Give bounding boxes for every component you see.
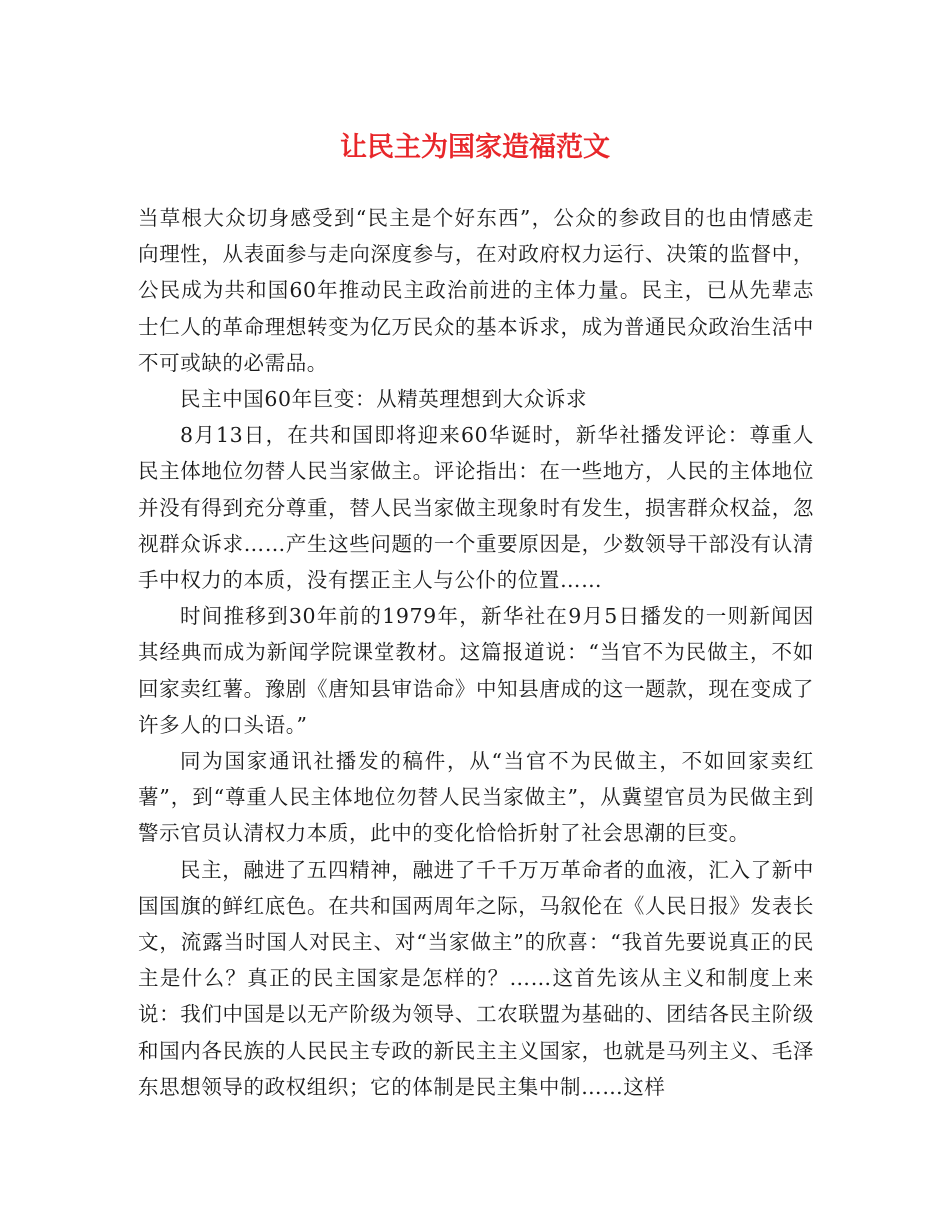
section-heading: 民主中国60年巨变：从精英理想到大众诉求 bbox=[180, 387, 588, 412]
document-title: 让民主为国家造福范文 bbox=[340, 132, 610, 163]
document-body bbox=[138, 200, 814, 1105]
paragraph: 当草根大众切身感受到“民主是个好东西”，公众的参政目的也由情感走向理性，从表面参与走向深度参与，在对政府权力运行、决策的监督中，公民成为共和国60年推动民主政治前进的主体力量。民主，已从先辈志士仁人的革命理想转变为亿万民众的基本诉求，成为普通民众政治生活中不可或缺的必需品。 bbox=[138, 206, 814, 375]
paragraph: 民主，融进了五四精神，融进了千千万万革命者的血液，汇入了新中国国旗的鲜红底色。在共和国两周年之际，马叙伦在《人民日报》发表长文，流露当时国人对民主、对“当家做主”的欣喜：“我首先要说真正的民主是什么？真正的民主国家是怎样的？……这首先该从主义和制度上来说：我们中国是以无产阶级为领导、工农联盟为基础的、团结各民主阶级和国内各民族的人民民主专政的新民主主义国家，也就是马列主义、毛泽东思想领导的政权组织；它的体制是民主集中制……这样 bbox=[138, 857, 814, 1099]
paragraph: 同为国家通讯社播发的稿件，从“当官不为民做主，不如回家卖红薯”，到“尊重人民主体地位勿替人民当家做主”，从冀望官员为民做主到警示官员认清权力本质，此中的变化恰恰折射了社会思潮的巨变。 bbox=[138, 749, 814, 846]
paragraph: 时间推移到30年前的1979年，新华社在9月5日播发的一则新闻因其经典而成为新闻学院课堂教材。这篇报道说：“当官不为民做主，不如回家卖红薯。豫剧《唐知县审诰命》中知县唐成的这一题款，现在变成了许多人的口头语。” bbox=[138, 604, 814, 737]
paragraph: 8月13日，在共和国即将迎来60华诞时，新华社播发评论：尊重人民主体地位勿替人民当家做主。评论指出：在一些地方，人民的主体地位并没有得到充分尊重，替人民当家做主现象时有发生，损害群众权益，忽视群众诉求……产生这些问题的一个重要原因是，少数领导干部没有认清手中权力的本质，没有摆正主人与公仆的位置…… bbox=[138, 423, 814, 593]
